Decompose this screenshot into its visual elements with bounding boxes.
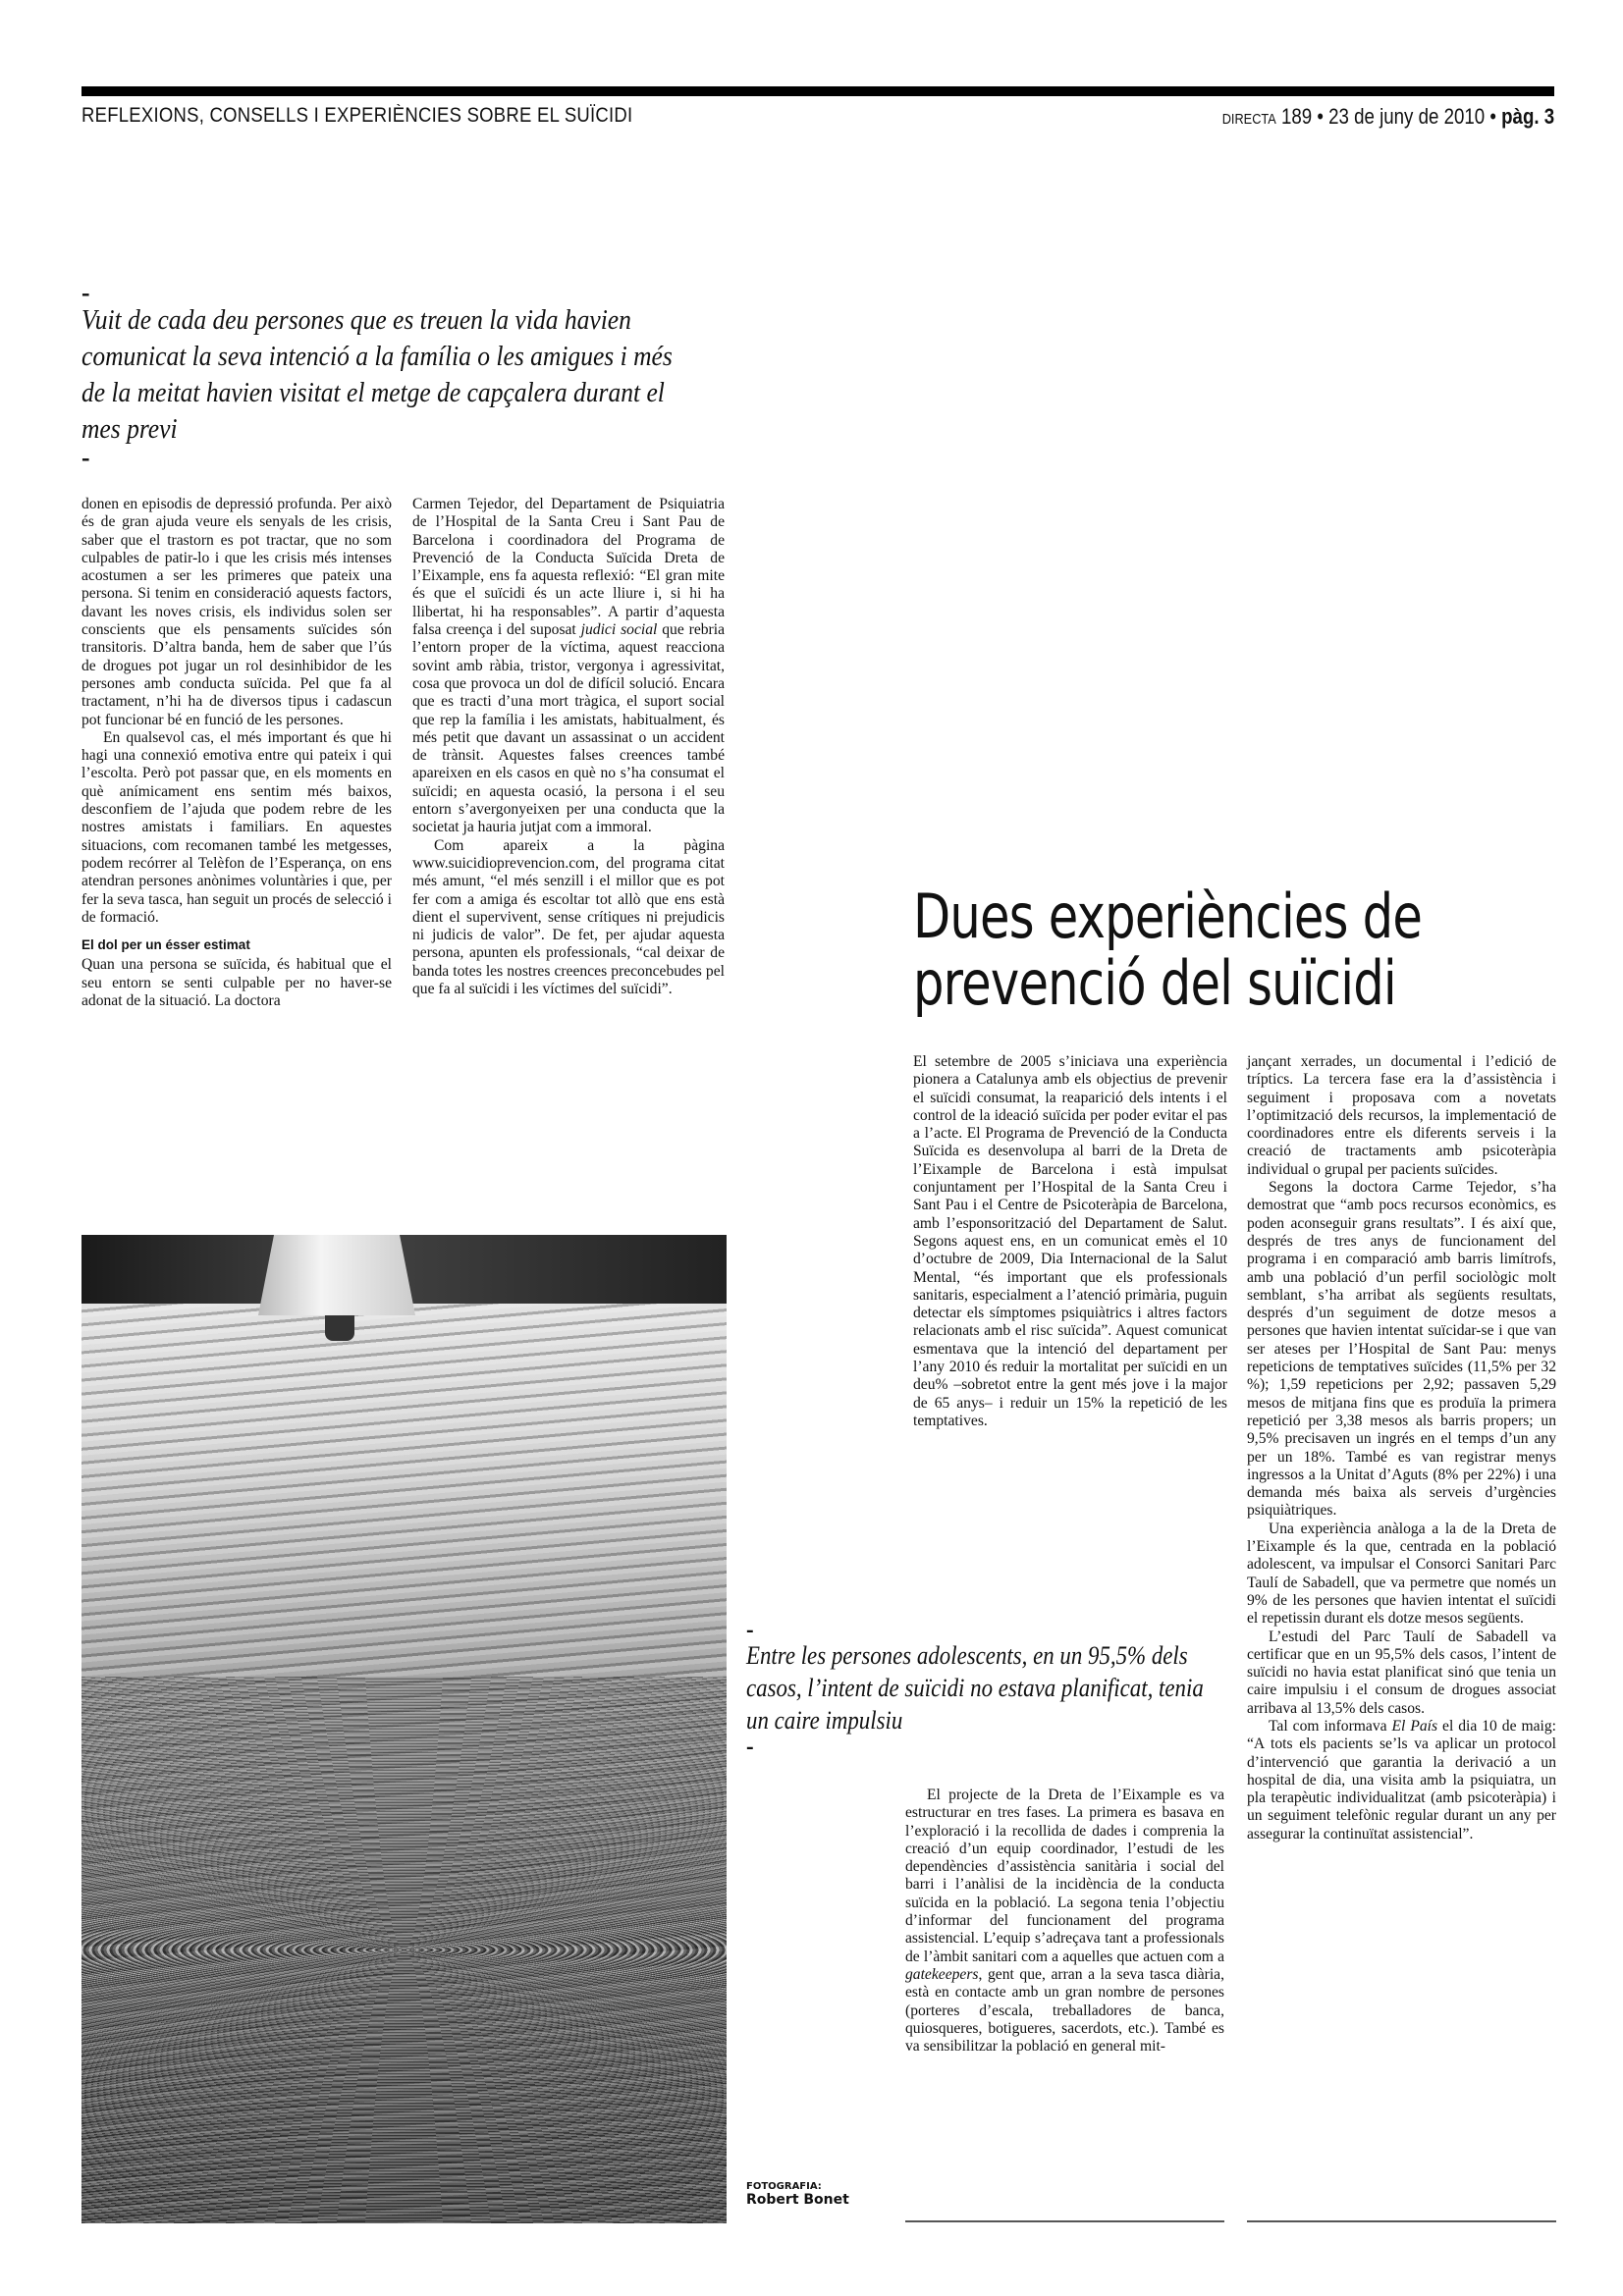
page-number: pàg. 3 (1500, 104, 1554, 129)
paragraph (905, 1787, 1224, 2056)
subheading: El dol per un ésser estimat (81, 937, 250, 953)
article-column-2 (412, 496, 725, 998)
pullquote-dash: - (746, 1615, 754, 1643)
pullquote-2 (746, 1615, 1230, 1760)
paragraph: El setembre de 2005 s’iniciava una experiència pionera a Catalunya amb els objectius de prevenir el suïcidi consumat, la reaparició dels intents i el control de la ideació suïcida per poder evitar el pas a l’acte. El Programa de Prevenció de la Conducta Suïcida es desenvolupa al barri de la Dreta de l’Eixample de Barcelona i està impulsat conjuntament per l’Hospital de la Santa Creu i Sant Pau i el Centre de Psicoteràpia de Barcelona, amb l’esponsorització del Departament de Salut. Segons aquest ens, en un comunicat emès el 10 d’octubre de 2009, Dia Internacional de la Salut Mental, “és important que els professionals sanitaris, especialment a l’atenció primària, puguin detectar els símptomes psiquiàtrics i altres factors relacionats amb el risc suïcida”. Aquest comunicat esmentava que la intenció del departament per l’any 2010 és reduir la mortalitat per suïcidi en un deu% –sobretot entre la gent més jove i la major de 65 anys– i reduir un 15% la repetició de les temptatives. (913, 1053, 1227, 1429)
paragraph: Quan una persona se suïcida, és habitual que el seu entorn se senti culpable per no haver-se adonat de la situació. La doctora (81, 956, 392, 1010)
photo-feet (325, 1315, 354, 1341)
article-column-1 (81, 496, 392, 1010)
article-column-middle (905, 1787, 1224, 2056)
text-run: , gent que, arran a la seva tasca diària, està en contacte amb un gran nombre de persones (porteres d’escala, treballadores de banca, quiosqueres, botigueres, sacerdots, etc.). També es va sensibilitzar la població en general mit- (905, 1965, 1224, 2056)
text-run: que rebria l’entorn proper de la víctima, aquest reacciona sovint amb ràbia, tristor, vergonya i agressivitat, cosa que provoca un dol de difícil solució. Encara que es tracti d’una mort tràgica, el suport social que rep la família i les amistats, habitualment, és més petit que davant un assassinat o un accident de trànsit. Aquestes falses creences també apareixen en els casos en què no s’ha consumat el suïcidi; en aquesta ocasió, la persona i el seu entorn s’avergonyeixen per una conducta que la societat ja hauria jutjat com a immoral. (412, 621, 725, 836)
italic-term: El País (1391, 1717, 1438, 1735)
article-column-4 (1247, 1053, 1556, 1843)
pullquote-dash: - (746, 1732, 754, 1760)
paragraph: Una experiència anàloga a la de la Dreta de l’Eixample és la que, centrada en la població adolescent, va impulsar el Consorci Sanitari Parc Taulí de Sabadell, que va permetre que només un 9% de les persones que havien intentat el suïcidi el repetissin durant els dotze mesos següents. (1247, 1520, 1556, 1628)
header-rule (81, 86, 1554, 96)
text-run: El projecte de la Dreta de l’Eixample es va estructurar en tres fases. La primera es basava en l’exploració i la recollida de dades i comprenia la creació d’un equip coordinador, l’estudi de les dependències d’assistència sanitària i social del barri i l’anàlisi de la incidència de la conducta suïcida en la població. La segona tenia l’objectiu d’informar del funcionament del programa assistencial. L’equip s’adreçava tant a professionals de l’àmbit sanitari com a aquelles que actuen com a (905, 1787, 1224, 1965)
text-run: el dia 10 de maig: “A tots els pacients se’ls va aplicar un protocol d’intervenció que garantia la derivació a un hospital de dia, una visita amb la psiquiatra, un pla terapèutic individualitzat (amb psicoteràpia) i un seguiment telefònic regular durant un any per assegurar la continuïtat assistencial”. (1247, 1717, 1556, 1842)
paragraph: L’estudi del Parc Taulí de Sabadell va certificar que en un 95,5% dels casos, l’intent de suïcidi no havia estat planificat sinó que tenia un caire impulsiu i el consum de drogues associat arribava al 13,5% dels casos. (1247, 1628, 1556, 1717)
pullquote-dash: - (81, 277, 90, 308)
paragraph: donen en episodis de depressió profunda. Per això és de gran ajuda veure els senyals de les crisis, saber que el trastorn es pot tractar, que no som culpables de patir-lo i que les crisis més intenses acostumen a ser les primeres que pateix una persona. Si tenim en consideració aquests factors, davant les noves crisis, els individus solen ser conscients que els pensaments suïcides són transitoris. D’altra banda, hem de saber que l’ús de drogues pot jugar un rol desinhibidor de les persones amb conducta suïcida. Pel que fa al tractament, n’hi ha de diversos tipus i cadascun pot funcionar bé en funció de les persones. (81, 496, 392, 728)
column-rule (1247, 2220, 1556, 2222)
pullquote-text: Entre les persones adolescents, en un 95,5% dels casos, l’intent de suïcidi no estava planificat, tenia un caire impulsiu (746, 1641, 1204, 1735)
photo-credit (746, 2181, 849, 2208)
issue-date: 189 • 23 de juny de 2010 • (1280, 104, 1496, 129)
pullquote-dash: - (81, 442, 90, 473)
photo-credit-label: FOTOGRAFIA: (746, 2181, 822, 2192)
publication-name: DIRECTA (1221, 111, 1276, 128)
italic-term: gatekeepers (905, 1965, 979, 1983)
text-run: Tal com informava (1269, 1717, 1392, 1735)
paragraph (412, 496, 725, 837)
paragraph (1247, 1718, 1556, 1843)
column-rule (905, 2220, 1224, 2222)
pullquote-1 (81, 277, 686, 473)
text-run: Carmen Tejedor, del Departament de Psiquiatria de l’Hospital de la Santa Creu i Sant Pau de Barcelona i coordinadora del Programa de Prevenció de la Conducta Suïcida Dreta de l’Eixample, ens fa aquesta reflexió: “El gran mite és que el suïcidi és un acte lliure i, si hi ha llibertat, hi ha responsables”. A partir d’aquesta falsa creença i del suposat (412, 496, 725, 639)
article-photo (81, 1235, 727, 2223)
article-headline: Dues experiències de prevenció del suïcidi (913, 881, 1423, 1019)
italic-term: judici social (580, 621, 658, 639)
photo-credit-name: Robert Bonet (746, 2192, 849, 2208)
paragraph: En qualsevol cas, el més important és que hi hagi una connexió emotiva entre qui pateix i qui l’escolta. Però pot passar que, en els moments en què anímicament ens sentim més baixos, desconfiem de l’ajuda que podem rebre de les nostres amistats i familiars. En aquestes situacions, com recomanen també les metgesses, podem recórrer al Telèfon de l’Esperança, on ens atendran persones anònimes voluntàries i que, per fer la seva tasca, han seguit un procés de selecció i de formació. (81, 728, 392, 926)
article-column-3 (913, 1053, 1227, 1430)
section-title: REFLEXIONS, CONSELLS I EXPERIÈNCIES SOBRE EL SUÏCIDI (81, 104, 633, 127)
photo-water (81, 1677, 727, 2223)
pullquote-text: Vuit de cada deu persones que es treuen la vida havien comunicat la seva intenció a la família o les amigues i més de la meitat havien visitat el metge de capçalera durant el mes previ (81, 304, 673, 445)
paragraph: Com apareix a la pàgina www.suicidioprevencion.com, del programa citat més amunt, “el més senzill i el millor que es pot fer com a amiga és escoltar tot allò que ens està dient el supervivent, sense crítiques ni prejudicis ni judicis de valor”. De fet, per ajudar aquesta persona, apunten els professionals, “cal deixar de banda totes les nostres creences preconcebudes pel que fa al suïcidi i les víctimes del suïcidi”. (412, 836, 725, 998)
photo-dress (258, 1235, 415, 1315)
paragraph: Segons la doctora Carme Tejedor, s’ha demostrat que “amb pocs recursos econòmics, es poden aconseguir grans resultats”. I és així que, després de tres anys de funcionament del programa i en comparació amb barris limítrofs, amb una població d’un perfil sociològic molt semblant, s’ha arribat als següents resultats, després d’un seguiment de dotze mesos a persones que havien intentat suïcidar-se i que van ser ateses per l’Hospital de Sant Pau: menys repeticions de temptatives suïcides (11,5% per 32 %); 1,59 repeticions per 2,92; passaven 5,29 mesos de mitjana fins que es produïa la primera repetició per 3,38 mesos als barris propers; un 9,5% precisaven un ingrés en el temps d’un any per un 18%. També es van registrar menys ingressos a la Unitat d’Aguts (8% per 22%) i una demanda més baixa als serveis d’urgències psiquiàtriques. (1247, 1179, 1556, 1520)
paragraph: jançant xerrades, un documental i l’edició de tríptics. La tercera fase era la d’assistència i seguiment i proposava com a novetats l’optimització dels recursos, la implementació de coordinadores entre els diferents serveis i la creació de tractaments amb psicoteràpia individual o grupal per pacients suïcides. (1247, 1053, 1556, 1178)
issue-info (1222, 104, 1554, 130)
